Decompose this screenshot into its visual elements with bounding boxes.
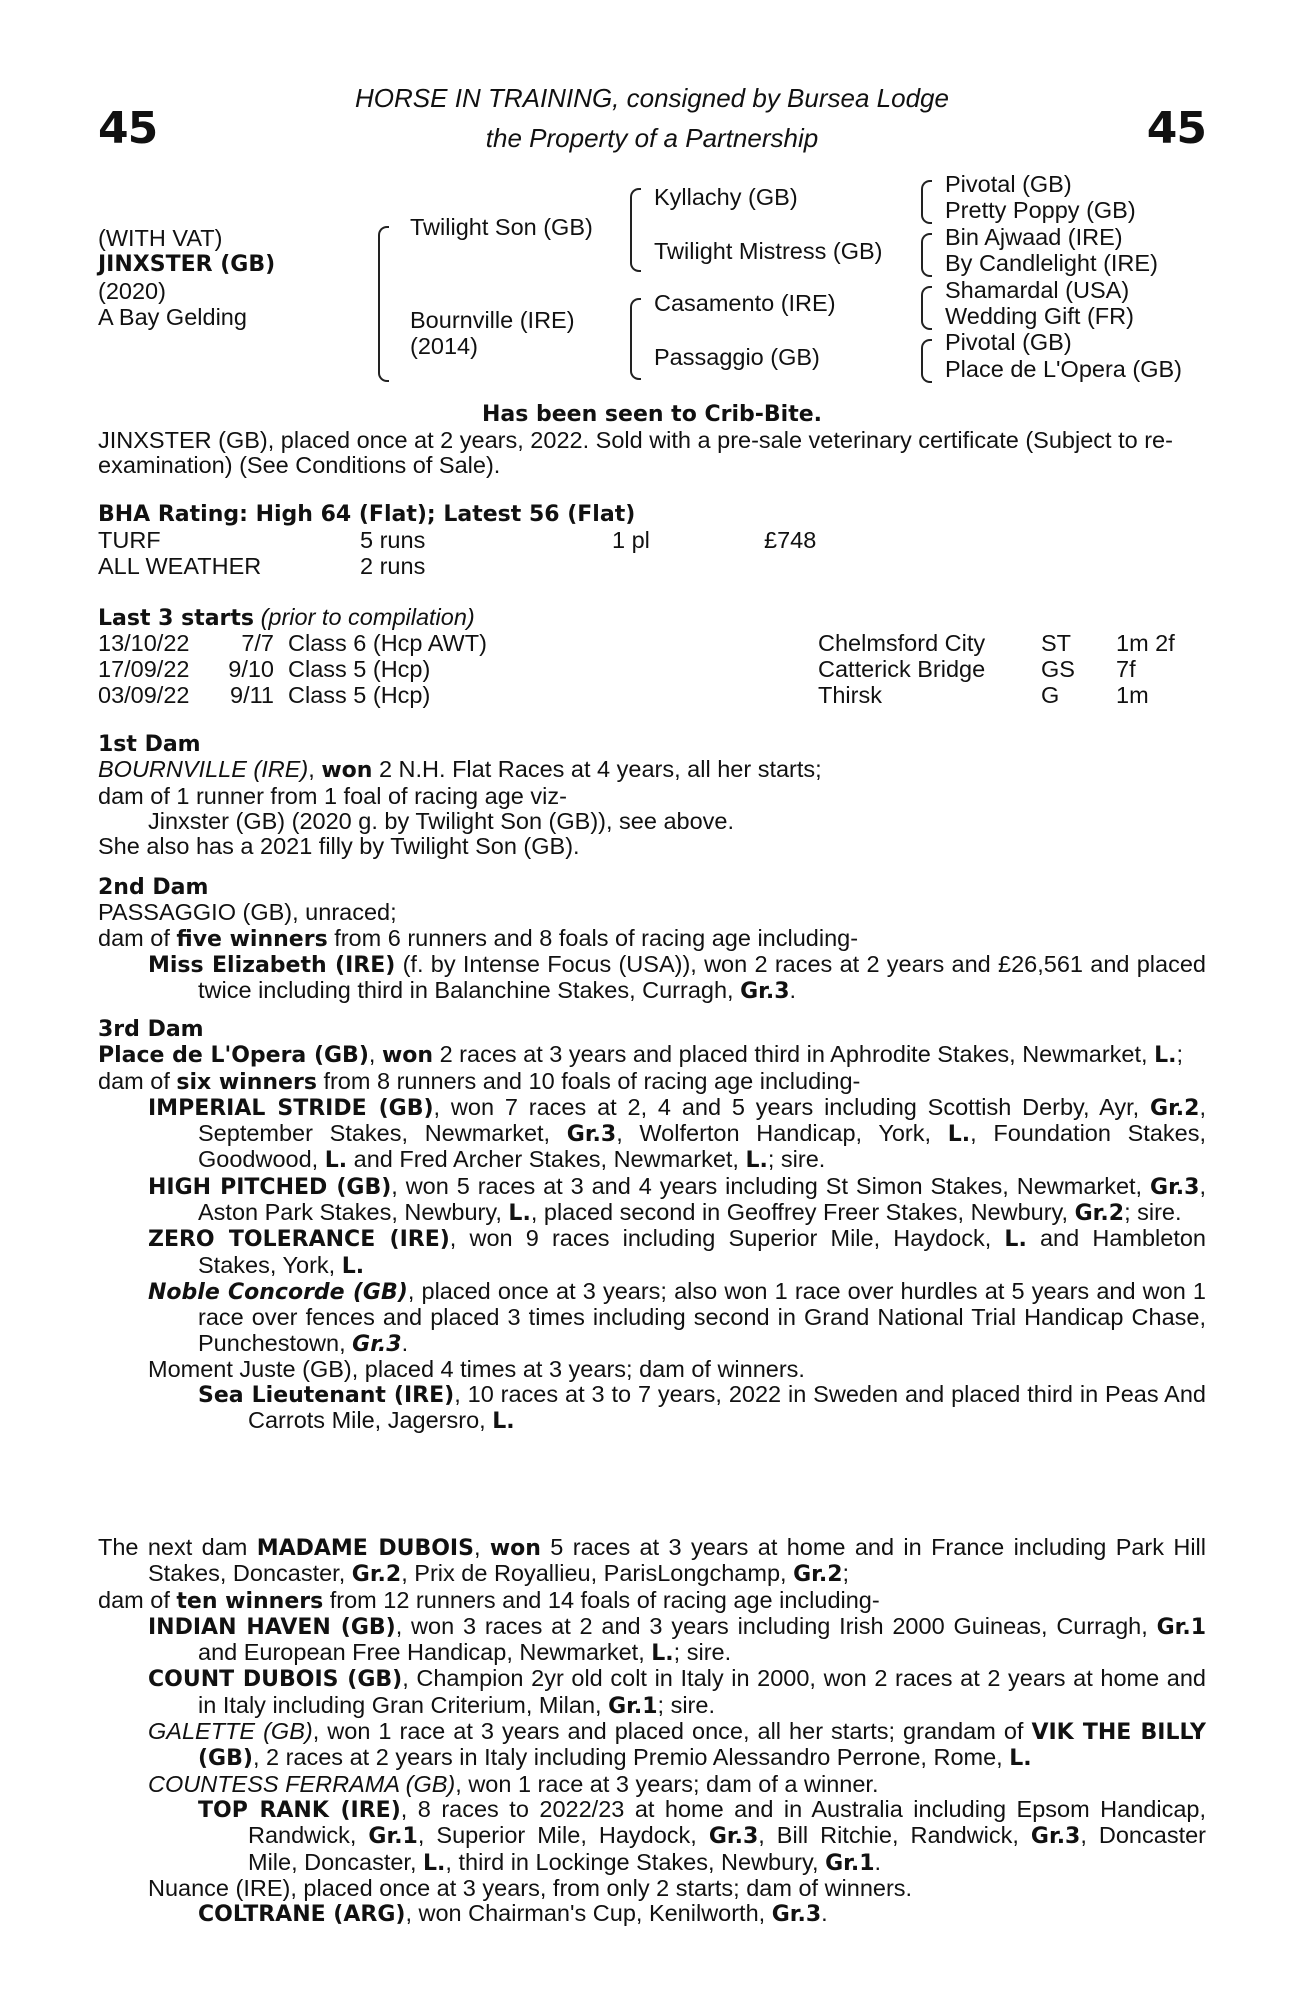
start-class: Class 5 (Hcp)	[288, 682, 431, 708]
first-dam-name: BOURNVILLE (IRE)	[98, 756, 309, 783]
progeny-name: Noble Concorde (GB)	[148, 1279, 408, 1305]
text: , won 7 races at 2, 4 and 5 years including Scottish Derby, Ayr,	[433, 1093, 1151, 1120]
first-dam-note: She also has a 2021 filly by Twilight Son (GB).	[98, 833, 580, 860]
start-going: G	[1041, 682, 1060, 708]
won-label: won	[321, 758, 373, 784]
start-class: Class 6 (Hcp AWT)	[288, 630, 487, 656]
progeny-entry	[98, 1095, 1206, 1174]
text: ;	[842, 1560, 850, 1587]
start-distance: 1m 2f	[1116, 630, 1175, 656]
text: .	[821, 1900, 828, 1927]
progeny-entry	[98, 1772, 1206, 1797]
text: , Bill Ritchie, Randwick,	[758, 1822, 1031, 1849]
progeny-entry: Moment Juste (GB), placed 4 times at 3 years; dam of winners.	[148, 1355, 805, 1382]
grandprogeny-name: VIK THE BILLY (GB)	[198, 1720, 1206, 1772]
grandprogeny-entry	[98, 1382, 1206, 1435]
brace-g1	[921, 180, 932, 224]
grade: L.	[745, 1148, 768, 1174]
grade: L.	[508, 1201, 531, 1227]
text: 2 races at 3 years and placed third in Aphrodite Stakes, Newmarket,	[433, 1041, 1155, 1068]
second-dam-section	[98, 875, 1206, 1004]
grade: L.	[1009, 1746, 1032, 1772]
grade: Gr.3	[1030, 1824, 1081, 1850]
grandsire-1: Kyllachy (GB)	[654, 184, 798, 210]
first-dam-foal: Jinxster (GB) (2020 g. by Twilight Son (GB)), see above.	[148, 807, 735, 834]
grandprogeny-entry	[98, 1797, 1206, 1876]
text: , Champion 2yr old colt in Italy in 2000, won 2 races at 2 years at home and in Italy including Gran Criterium, Milan,	[198, 1665, 1206, 1718]
crib-bite-note: Has been seen to Crib-Bite.	[482, 402, 822, 427]
text: , won 5 races at 3 and 4 years including St Simon Stakes, Newmarket,	[391, 1172, 1151, 1199]
second-dam-name: PASSAGGIO (GB), unraced;	[98, 899, 397, 926]
text: , won Chairman's Cup, Kenilworth,	[405, 1900, 772, 1927]
grade: Gr.2	[351, 1562, 402, 1588]
header-title: HORSE IN TRAINING, consigned by Bursea Lodge	[355, 83, 949, 113]
granddam-2: Passaggio (GB)	[654, 344, 820, 370]
progeny-name: IMPERIAL STRIDE (GB)	[148, 1095, 434, 1121]
progeny-entry	[98, 1226, 1206, 1279]
start-course: Chelmsford City	[818, 630, 986, 656]
text: ; sire.	[673, 1639, 732, 1666]
sire-brace	[630, 188, 641, 272]
text: from 8 runners and 10 foals of racing age including-	[316, 1067, 861, 1094]
text: .	[789, 977, 797, 1004]
grade: Gr.3	[566, 1122, 617, 1148]
last-starts-title: Last 3 starts	[98, 606, 255, 631]
progeny-name: GALETTE (GB)	[148, 1718, 313, 1745]
first-dam-title: 1st Dam	[98, 732, 201, 757]
text: , 2 races at 2 years in Italy including Premio Alessandro Perrone, Rome,	[252, 1744, 1010, 1771]
text: and Hambleton Stakes, York,	[198, 1225, 1206, 1278]
turf-placed: 1 pl	[612, 527, 650, 553]
text: ,	[473, 1534, 490, 1560]
grade: L.	[492, 1409, 515, 1435]
grade: Gr.2	[1074, 1201, 1125, 1227]
first-dam-section: 1st Dam BOURNVILLE (IRE), won 2 N.H. Flat Races at 4 years, all her starts; dam of 1 runner from 1 foal of racing age viz- Jinxster (GB) (2020 g. by Twilight Son (GB)), see above. She also has a 2021 filly by Twilight Son (GB).	[98, 732, 1206, 859]
grade: L.	[341, 1253, 365, 1279]
text: , Aston Park Stakes, Newbury,	[198, 1172, 1206, 1226]
text: (f. by Intense Focus (USA)), won 2 races at 2 years and £26,561 and placed twice including third in Balanchine Stakes, Curragh,	[198, 950, 1206, 1004]
aw-runs: 2 runs	[360, 553, 426, 579]
grade: L.	[947, 1122, 971, 1148]
text: , won 9 races including Superior Mile, Haydock,	[449, 1225, 1005, 1252]
last-starts-note: (prior to compilation)	[260, 604, 475, 630]
ancestor-6: Wedding Gift (FR)	[945, 303, 1134, 329]
horse-year: (2020)	[98, 278, 166, 304]
grade: Gr.1	[825, 1850, 875, 1876]
text: , Prix de Royallieu, ParisLongchamp,	[401, 1560, 794, 1587]
ancestor-8: Place de L'Opera (GB)	[945, 356, 1182, 382]
start-going: ST	[1041, 630, 1072, 656]
text: , Foundation Stakes, Goodwood,	[198, 1120, 1206, 1173]
ancestor-1: Pivotal (GB)	[945, 171, 1072, 197]
brace-g2	[921, 233, 932, 277]
first-dam-record: 2 N.H. Flat Races at 4 years, all her starts;	[372, 756, 822, 783]
grade: Gr.3	[1150, 1174, 1200, 1200]
vat-note: (WITH VAT)	[98, 225, 223, 251]
last-starts-section	[98, 605, 1206, 715]
grade: Gr.2	[793, 1562, 843, 1588]
granddam-1: Twilight Mistress (GB)	[654, 238, 883, 264]
text: from 6 runners and 8 foals of racing age including-	[327, 924, 859, 951]
text: from 12 runners and 14 foals of racing age including-	[323, 1586, 880, 1613]
lot-number-left: 45	[98, 103, 158, 154]
brace-g4	[921, 339, 932, 383]
start-course: Thirsk	[818, 682, 882, 708]
grade: Gr.1	[368, 1824, 418, 1850]
progeny-entry	[98, 1666, 1206, 1719]
text: ; sire.	[767, 1146, 826, 1173]
third-dam-title: 3rd Dam	[98, 1017, 204, 1042]
grade: Gr.1	[608, 1693, 658, 1719]
grade: Gr.3	[771, 1902, 822, 1928]
grade: L.	[324, 1148, 348, 1174]
progeny-entry	[98, 1719, 1206, 1772]
lot-number-right: 45	[1146, 103, 1206, 154]
winners-count: ten winners	[176, 1588, 324, 1614]
text: and Fred Archer Stakes, Newmarket,	[347, 1146, 746, 1173]
text: , Wolferton Handicap, York,	[616, 1120, 948, 1147]
first-dam-produce: dam of 1 runner from 1 foal of racing age viz-	[98, 782, 567, 809]
winners-count: six winners	[176, 1069, 317, 1095]
second-dam-title: 2nd Dam	[98, 875, 209, 900]
start-date: 17/09/22	[98, 656, 190, 682]
second-dam-progeny	[98, 952, 1206, 1005]
aw-label: ALL WEATHER	[98, 553, 262, 579]
third-dam-section	[98, 1017, 1206, 1435]
text: The next dam	[98, 1534, 257, 1560]
grade: Gr.2	[1150, 1095, 1200, 1121]
next-dam-name: MADAME DUBOIS	[256, 1536, 474, 1561]
text: , placed once at 3 years; also won 1 race over hurdles at 5 years and won 1 race over fences and placed 3 times including second in Grand National Trial Handicap Chase, Punchestown,	[198, 1277, 1206, 1356]
grade: Gr.3	[708, 1824, 759, 1850]
horse-name: JINXSTER (GB)	[98, 252, 276, 277]
rating-title: BHA Rating: High 64 (Flat); Latest 56 (Flat)	[98, 502, 636, 527]
ancestor-3: Bin Ajwaad (IRE)	[945, 224, 1123, 250]
won-label: won	[489, 1536, 541, 1561]
ancestor-4: By Candlelight (IRE)	[945, 250, 1158, 276]
grade: L.	[1004, 1227, 1027, 1253]
start-distance: 7f	[1116, 656, 1136, 682]
progeny-name: COLTRANE (ARG)	[198, 1902, 406, 1928]
text: , 10 races at 3 to 7 years, 2022 in Sweden and placed third in Peas And Carrots Mile, Jagersro,	[248, 1381, 1207, 1434]
header-subtitle: the Property of a Partnership	[485, 123, 819, 153]
winners-count: five winners	[176, 926, 328, 952]
progeny-name: ZERO TOLERANCE (IRE)	[148, 1227, 450, 1253]
turf-earnings: £748	[764, 527, 817, 553]
turf-runs: 5 runs	[360, 527, 426, 553]
start-class: Class 5 (Hcp)	[288, 656, 431, 682]
progeny-entry	[98, 1614, 1206, 1667]
third-dam-entry: Place de L'Opera (GB), won 2 races at 3 years and placed third in Aphrodite Stakes, Newmarket, L.;	[98, 1041, 1184, 1069]
text: dam of	[98, 924, 177, 951]
dam-year: (2014)	[410, 333, 478, 359]
start-position: 9/11	[230, 682, 274, 708]
start-date: 03/09/22	[98, 682, 190, 708]
start-position: 9/10	[228, 656, 274, 682]
start-going: GS	[1041, 656, 1075, 682]
progeny-name: COUNT DUBOIS (GB)	[148, 1667, 403, 1693]
text: ; sire.	[657, 1691, 715, 1718]
dam-brace	[630, 298, 641, 380]
progeny-entry: Nuance (IRE), placed once at 3 years, from only 2 starts; dam of winners.	[148, 1874, 913, 1901]
brace-g3	[921, 286, 932, 330]
start-position: 7/7	[241, 630, 274, 656]
progeny-name: Miss Elizabeth (IRE)	[148, 952, 396, 978]
text: , won 1 race at 3 years and placed once, all her starts; grandam of	[312, 1718, 1032, 1745]
start-course: Catterick Bridge	[818, 656, 986, 682]
sire: Twilight Son (GB)	[410, 214, 593, 240]
text: dam of	[98, 1067, 177, 1094]
third-dam-name: Place de L'Opera (GB)	[98, 1043, 369, 1069]
progeny-entry	[98, 1279, 1206, 1357]
text: and European Free Handicap, Newmarket,	[198, 1639, 652, 1666]
start-distance: 1m	[1116, 682, 1149, 708]
progeny-name: INDIAN HAVEN (GB)	[148, 1614, 396, 1640]
text: dam of	[98, 1586, 177, 1613]
progeny-name: TOP RANK (IRE)	[198, 1797, 401, 1823]
text: ; sire.	[1124, 1199, 1182, 1226]
horse-description: A Bay Gelding	[98, 304, 247, 330]
text: , third in Lockinge Stakes, Newbury,	[445, 1848, 826, 1875]
dam: Bournville (IRE)	[410, 307, 575, 333]
grade: L.	[423, 1850, 446, 1876]
text: 5 races at 3 years at home and in France including Park Hill Stakes, Doncaster,	[148, 1534, 1206, 1587]
text: .	[401, 1329, 409, 1356]
text: , won 1 race at 3 years; dam of a winner.	[455, 1770, 879, 1797]
next-dam-entry	[98, 1535, 1206, 1588]
progeny-name: COUNTESS FERRAMA (GB)	[148, 1770, 456, 1797]
text: , September Stakes, Newmarket,	[198, 1093, 1206, 1147]
grade: Gr.3	[352, 1331, 402, 1357]
text: .	[874, 1848, 882, 1875]
grandsire-2: Casamento (IRE)	[654, 290, 836, 316]
ancestor-7: Pivotal (GB)	[945, 329, 1072, 355]
text: ;	[1176, 1041, 1184, 1068]
ancestor-2: Pretty Poppy (GB)	[945, 197, 1136, 223]
text: , won 3 races at 2 and 3 years including Irish 2000 Guineas, Curragh,	[395, 1612, 1157, 1639]
intro-text: JINXSTER (GB), placed once at 2 years, 2022. Sold with a pre-sale veterinary certificate (Subject to re-examination) (See Conditions of Sale).	[98, 427, 1173, 479]
grandprogeny-entry	[98, 1901, 1206, 1927]
progeny-name: Sea Lieutenant (IRE)	[198, 1383, 455, 1409]
grade: Gr.3	[740, 979, 790, 1005]
text: , Superior Mile, Haydock,	[417, 1822, 709, 1849]
turf-label: TURF	[98, 527, 161, 553]
pedigree-brace	[378, 226, 389, 382]
progeny-name: HIGH PITCHED (GB)	[148, 1174, 392, 1200]
rating-section	[98, 502, 1206, 582]
won-label: won	[381, 1043, 434, 1069]
grade: Gr.1	[1156, 1614, 1206, 1640]
text: , 8 races to 2022/23 at home and in Australia including Epsom Handicap, Randwick,	[248, 1795, 1206, 1849]
text: , placed second in Geoffrey Freer Stakes, Newbury,	[530, 1199, 1075, 1226]
progeny-entry	[98, 1174, 1206, 1227]
text: , Doncaster Mile, Doncaster,	[248, 1822, 1206, 1875]
start-date: 13/10/22	[98, 630, 190, 656]
next-dam-section	[98, 1535, 1206, 1927]
grade: L.	[1154, 1043, 1177, 1069]
grade: L.	[651, 1641, 674, 1667]
ancestor-5: Shamardal (USA)	[945, 277, 1130, 303]
